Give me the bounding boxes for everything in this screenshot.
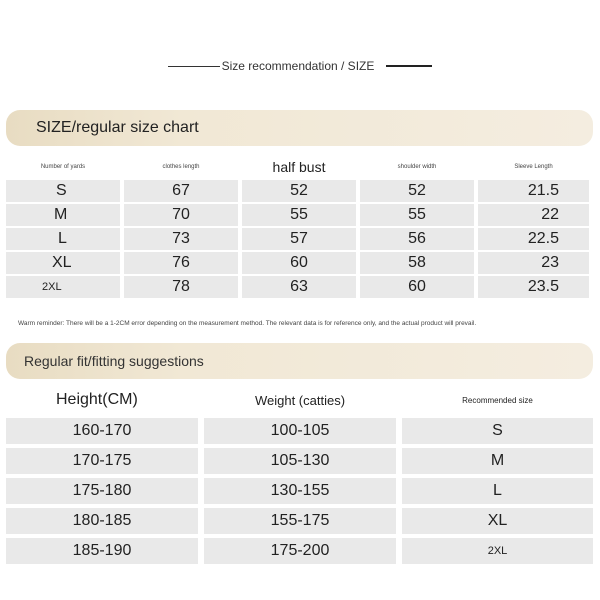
table-cell: 175-200 — [204, 538, 396, 564]
table-cell: 55 — [360, 204, 474, 226]
table-cell: 23.5 — [478, 276, 589, 298]
table-cell: 58 — [360, 252, 474, 274]
table-cell: 155-175 — [204, 508, 396, 534]
table-cell: 170-175 — [6, 448, 198, 474]
table-cell: 22 — [478, 204, 589, 226]
table-cell: 100-105 — [204, 418, 396, 444]
table-cell: 78 — [124, 276, 238, 298]
column-header: Sleeve Length — [514, 164, 553, 170]
fit-header-row — [6, 386, 593, 414]
table-cell: 23 — [478, 252, 589, 274]
table-cell: L — [402, 478, 593, 504]
table-cell: 60 — [242, 252, 356, 274]
size-chart-table — [6, 156, 593, 300]
table-cell: 57 — [242, 228, 356, 250]
table-cell: 52 — [360, 180, 474, 202]
table-cell: XL — [402, 508, 593, 534]
table-cell: 175-180 — [6, 478, 198, 504]
size-chart-header — [6, 110, 593, 146]
table-cell: 105-130 — [204, 448, 396, 474]
table-cell: 52 — [242, 180, 356, 202]
fit-suggestions-title: Regular fit/fitting suggestions — [24, 353, 204, 369]
column-header: Number of yards — [40, 164, 86, 170]
warm-reminder: Warm reminder: There will be a 1-2CM error depending on the measurement method. The relevant data is for reference only, and the actual product will prevail. — [18, 320, 477, 327]
fit-suggestions-table — [6, 386, 593, 568]
table-row — [6, 448, 593, 474]
table-cell: 76 — [124, 252, 238, 274]
table-cell: 160-170 — [6, 418, 198, 444]
table-cell: 185-190 — [6, 538, 198, 564]
fit-suggestions-header — [6, 343, 593, 379]
table-cell: 130-155 — [204, 478, 396, 504]
table-row — [6, 478, 593, 504]
page-title-row — [0, 58, 600, 74]
table-cell: 63 — [242, 276, 356, 298]
column-header: Weight (catties) — [254, 392, 346, 408]
table-row — [6, 252, 593, 274]
table-cell: M — [6, 204, 120, 226]
table-row — [6, 508, 593, 534]
page-title: Size recommendation / SIZE — [221, 59, 375, 73]
size-chart-title: SIZE/regular size chart — [36, 119, 199, 136]
table-cell: 56 — [360, 228, 474, 250]
table-cell: XL — [6, 252, 120, 274]
table-row — [6, 180, 593, 202]
table-cell: 67 — [124, 180, 238, 202]
table-row — [6, 228, 593, 250]
column-header: shoulder width — [397, 164, 437, 170]
column-header: half bust — [272, 159, 326, 175]
table-row — [6, 418, 593, 444]
table-cell: 22.5 — [478, 228, 589, 250]
title-line-left — [168, 66, 220, 67]
table-cell: 60 — [360, 276, 474, 298]
column-header: clothes length — [162, 164, 200, 170]
table-cell: S — [6, 180, 120, 202]
table-cell: 2XL — [402, 538, 593, 564]
title-line-right — [386, 65, 432, 67]
table-cell: M — [402, 448, 593, 474]
table-row — [6, 538, 593, 564]
table-cell: S — [402, 418, 593, 444]
table-cell: L — [6, 228, 120, 250]
table-row — [6, 204, 593, 226]
table-cell: 180-185 — [6, 508, 198, 534]
table-cell: 2XL — [6, 276, 120, 298]
column-header: Height(CM) — [56, 391, 138, 408]
table-cell: 73 — [124, 228, 238, 250]
table-cell: 21.5 — [478, 180, 589, 202]
table-cell: 55 — [242, 204, 356, 226]
table-cell: 70 — [124, 204, 238, 226]
size-chart-header-row — [6, 156, 593, 178]
column-header: Recommended size — [462, 395, 533, 405]
table-row — [6, 276, 593, 298]
